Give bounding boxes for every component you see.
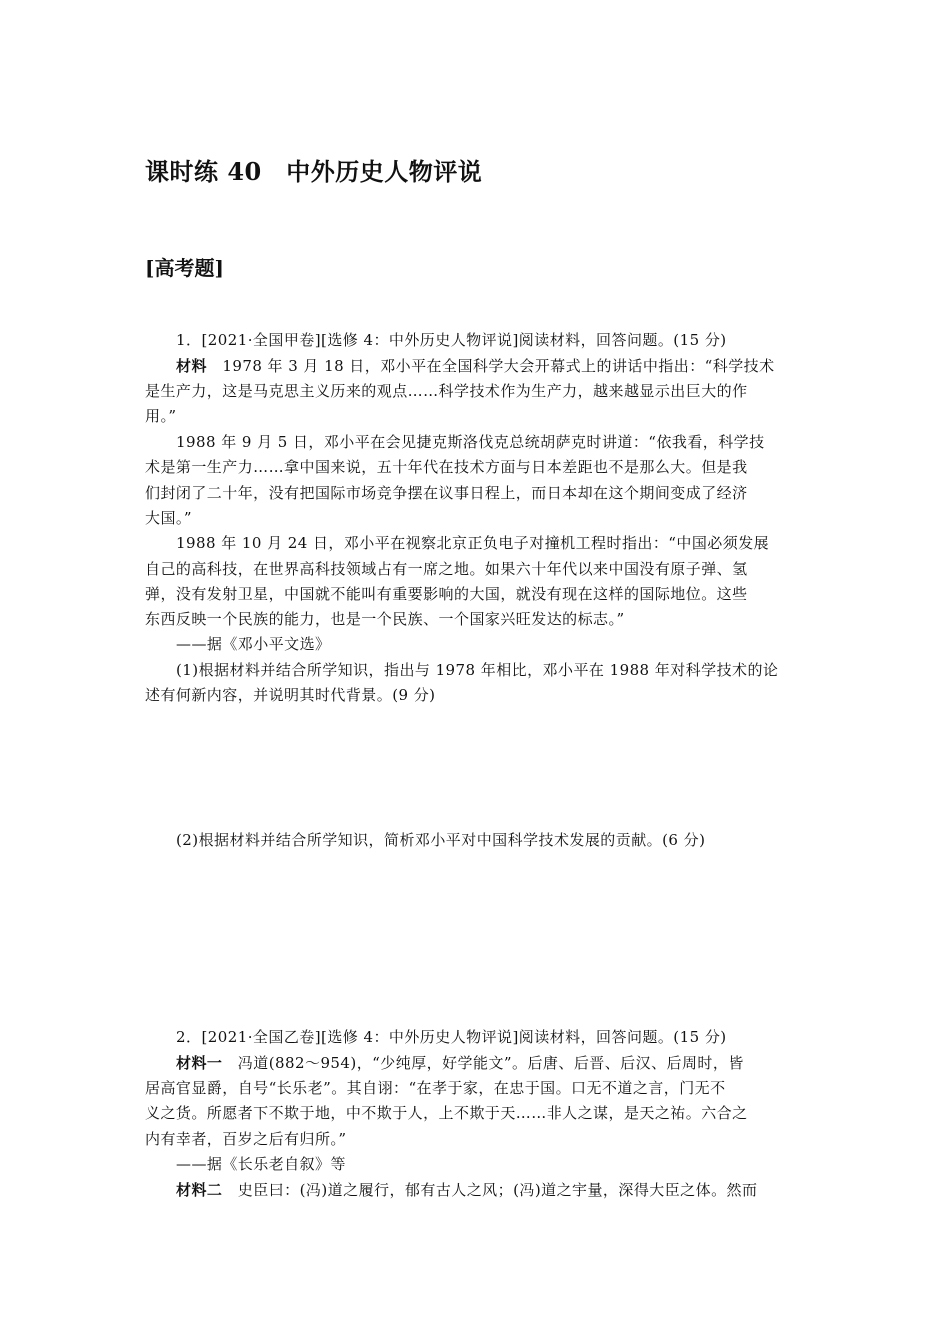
- q2-material1-line: 居高官显爵，自号“长乐老”。其自诩：“在孝于家，在忠于国。口无不道之言，门无不: [145, 1079, 726, 1097]
- q2-material2-line: 材料二 史臣曰：(冯)道之履行，郁有古人之风；(冯)道之宇量，深得大臣之体。然而: [176, 1181, 758, 1199]
- q1-material-line: 们封闭了二十年，没有把国际市场竞争摆在议事日程上，而日本却在这个期间变成了经济: [145, 484, 748, 502]
- q1-material-line: 是生产力，这是马克思主义历来的观点……科学技术作为生产力，越来越显示出巨大的作: [145, 382, 748, 400]
- q1-material-line: 1988 年 9 月 5 日，邓小平在会见捷克斯洛伐克总统胡萨克时讲道：“依我看，科学技: [176, 433, 765, 451]
- q2-source: ——据《长乐老自叙》等: [176, 1155, 346, 1173]
- q1-material-line: 弹，没有发射卫星，中国就不能叫有重要影响的大国，就没有现在这样的国际地位。这些: [145, 585, 748, 603]
- q2-header: 2．[2021·全国乙卷][选修 4：中外历史人物评说]阅读材料，回答问题。(15 分): [176, 1028, 727, 1046]
- q1-header: 1．[2021·全国甲卷][选修 4：中外历史人物评说]阅读材料，回答问题。(15 分): [176, 331, 727, 349]
- q1-source: ——据《邓小平文选》: [176, 635, 331, 653]
- q1-material-line: 用。”: [145, 407, 177, 425]
- q2-material1-label: 材料一: [176, 1054, 223, 1072]
- q2-material1-line: 材料一 冯道(882～954)，“少纯厚，好学能文”。后唐、后晋、后汉、后周时，皆: [176, 1054, 744, 1072]
- q1-subquestion-1: (1)根据材料并结合所学知识，指出与 1978 年相比，邓小平在 1988 年对科学技术的论: [176, 661, 779, 679]
- q1-material-label: 材料: [176, 357, 207, 375]
- q1-subquestion-2: (2)根据材料并结合所学知识，简析邓小平对中国科学技术发展的贡献。(6 分): [176, 831, 706, 849]
- q2-material2-label: 材料二: [176, 1181, 223, 1199]
- section-heading: [高考题]: [145, 256, 224, 280]
- q1-material-line: 自己的高科技，在世界高科技领域占有一席之地。如果六十年代以来中国没有原子弹、氢: [145, 560, 748, 578]
- q1-material-line: 大国。”: [145, 509, 192, 527]
- q2-material1-line: 内有幸者，百岁之后有归所。”: [145, 1130, 347, 1148]
- q1-material-line: 术是第一生产力……拿中国来说，五十年代在技术方面与日本差距也不是那么大。但是我: [145, 458, 748, 476]
- q1-subquestion-1-cont: 述有何新内容，并说明其时代背景。(9 分): [145, 686, 436, 704]
- page-title: 课时练 40 中外历史人物评说: [145, 157, 483, 186]
- q1-material-line: 材料 1978 年 3 月 18 日，邓小平在全国科学大会开幕式上的讲话中指出：“科学技术: [176, 357, 775, 375]
- q2-material1-line: 义之货。所愿者下不欺于地，中不欺于人，上不欺于天……非人之谋，是天之祐。六合之: [145, 1104, 748, 1122]
- q1-material-line: 1988 年 10 月 24 日，邓小平在视察北京正负电子对撞机工程时指出：“中国必须发展: [176, 534, 770, 552]
- q1-material-line: 东西反映一个民族的能力，也是一个民族、一个国家兴旺发达的标志。”: [145, 610, 625, 628]
